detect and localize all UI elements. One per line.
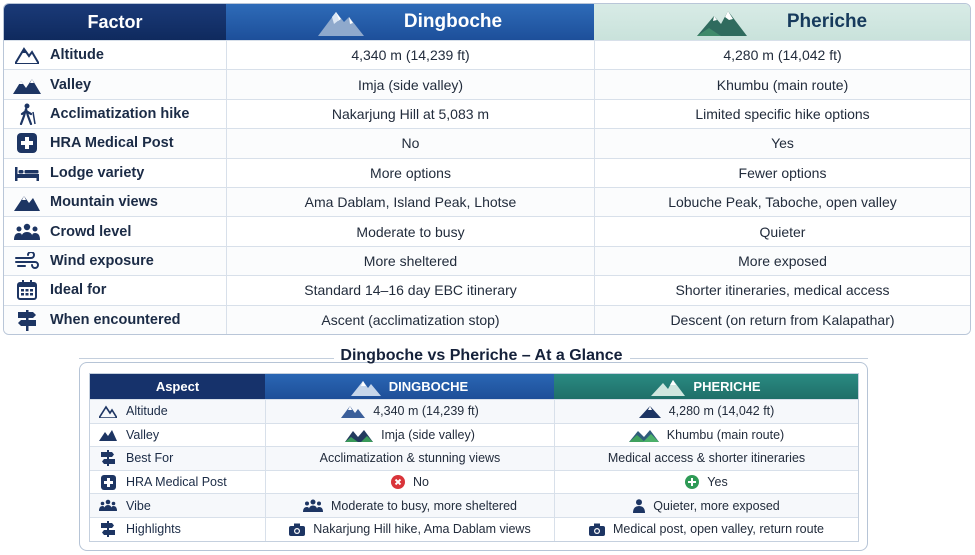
glance-row — [90, 423, 858, 447]
factor-label: Mountain views — [50, 194, 158, 211]
wind-icon — [4, 252, 50, 270]
people-icon — [303, 499, 323, 513]
pheriche-value: Descent (on return from Kalapathar) — [670, 311, 895, 328]
dingboche-value: More options — [370, 164, 451, 181]
green-mountain-icon — [697, 8, 747, 36]
pheriche-value: 4,280 m (14,042 ft) — [723, 47, 842, 64]
table-row — [4, 99, 970, 128]
factor-label: Crowd level — [50, 223, 132, 240]
dingboche-value: Ascent (acclimatization stop) — [321, 311, 500, 328]
signpost-icon — [4, 309, 50, 331]
dingboche-value: No — [413, 475, 429, 490]
header-dingboche-label: Dingboche — [403, 11, 503, 32]
pheriche-value: Quieter, more exposed — [653, 498, 780, 513]
header-pheriche-label: Pheriche — [786, 11, 868, 32]
glance-panel — [79, 362, 868, 551]
dingboche-value: Ama Dablam, Island Peak, Lhotse — [304, 194, 517, 211]
glance-title: Dingboche vs Pheriche – At a Glance — [340, 347, 623, 364]
medical-cross-icon — [90, 475, 126, 490]
dingboche-value: Imja (side valley) — [381, 427, 475, 442]
factor-label: HRA Medical Post — [50, 135, 174, 152]
signpost-icon — [90, 450, 126, 466]
snow-mountain-icon — [651, 378, 685, 396]
green-plus-icon — [685, 475, 699, 489]
hiker-icon — [4, 103, 50, 125]
header-pheriche-label: PHERICHE — [693, 379, 761, 394]
dingboche-value: Nakarjung Hill at 5,083 m — [331, 105, 490, 122]
table-row — [4, 275, 970, 304]
valley-icon — [629, 428, 659, 442]
factor-label: Lodge variety — [50, 164, 145, 181]
dingboche-value: Moderate to busy — [356, 223, 465, 240]
glance-row — [90, 446, 858, 470]
dingboche-value: Nakarjung Hill hike, Ama Dablam views — [313, 522, 531, 537]
table-row — [4, 128, 970, 157]
dingboche-value: Standard 14–16 day EBC itinerary — [304, 282, 517, 299]
factor-label: Valley — [50, 76, 92, 93]
aspect-label: Altitude — [126, 404, 168, 419]
mountain-icon — [4, 193, 50, 211]
aspect-label: Highlights — [126, 522, 181, 537]
table-row — [4, 216, 970, 245]
dingboche-value: Imja (side valley) — [357, 76, 464, 93]
red-x-icon — [391, 475, 405, 489]
table-header-row — [4, 4, 970, 40]
factor-label: Altitude — [50, 47, 104, 64]
glance-table — [89, 373, 859, 542]
header-factor: Factor — [4, 4, 226, 40]
aspect-label: Best For — [126, 451, 174, 466]
camera-icon — [289, 523, 305, 536]
valley-icon — [345, 428, 373, 442]
pheriche-value: Medical post, open valley, return route — [613, 522, 824, 537]
header-dingboche — [265, 374, 554, 399]
factor-label: When encountered — [50, 311, 181, 328]
people-icon — [4, 223, 50, 241]
dingboche-value: 4,340 m (14,239 ft) — [351, 47, 470, 64]
pheriche-value: Khumbu (main route) — [666, 427, 785, 442]
snow-mountain-icon — [318, 8, 364, 36]
glance-row — [90, 470, 858, 494]
calendar-icon — [4, 280, 50, 300]
header-dingboche-label: DINGBOCHE — [388, 379, 469, 394]
mountain-icon — [90, 405, 126, 418]
header-dingboche — [226, 4, 594, 40]
dingboche-value: More sheltered — [363, 252, 458, 269]
person-icon — [633, 499, 645, 513]
pheriche-value: Shorter itineraries, medical access — [675, 282, 890, 299]
factor-label: Ideal for — [50, 282, 107, 299]
header-pheriche — [554, 374, 858, 399]
dingboche-value: No — [401, 135, 420, 152]
aspect-label: HRA Medical Post — [126, 475, 227, 490]
pheriche-value: Quieter — [759, 223, 806, 240]
signpost-icon — [90, 521, 126, 537]
mountain-icon — [639, 404, 661, 418]
table-row — [4, 187, 970, 216]
valley-icon — [4, 76, 50, 94]
aspect-label: Vibe — [126, 498, 151, 513]
header-aspect: Aspect — [90, 374, 265, 399]
glance-row — [90, 493, 858, 517]
glance-row — [90, 517, 858, 541]
pheriche-value: Limited specific hike options — [695, 105, 870, 122]
aspect-label: Valley — [126, 427, 160, 442]
bed-icon — [4, 165, 50, 181]
table-row — [4, 158, 970, 187]
snow-mountain-icon — [351, 378, 381, 396]
pheriche-value: Medical access & shorter itineraries — [607, 451, 806, 466]
table-row — [4, 305, 970, 334]
pheriche-value: 4,280 m (14,042 ft) — [668, 404, 775, 419]
pheriche-value: Yes — [707, 475, 728, 490]
dingboche-value: 4,340 m (14,239 ft) — [373, 404, 479, 419]
pheriche-value: Yes — [771, 135, 794, 152]
glance-row — [90, 399, 858, 423]
dingboche-value: Acclimatization & stunning views — [319, 451, 501, 466]
table-row — [4, 69, 970, 98]
glance-header-row — [90, 374, 858, 399]
table-row — [4, 40, 970, 69]
people-icon — [90, 499, 126, 512]
mountain-icon — [4, 46, 50, 64]
dingboche-value: Moderate to busy, more sheltered — [331, 498, 517, 513]
pheriche-value: Fewer options — [738, 164, 827, 181]
header-pheriche — [594, 4, 970, 40]
camera-icon — [589, 523, 605, 536]
pheriche-value: Lobuche Peak, Taboche, open valley — [668, 194, 897, 211]
mountain-icon — [341, 404, 365, 418]
factor-label: Acclimatization hike — [50, 105, 190, 122]
pheriche-value: More exposed — [738, 252, 827, 269]
pheriche-value: Khumbu (main route) — [716, 76, 849, 93]
valley-icon — [90, 428, 126, 441]
factor-label: Wind exposure — [50, 252, 154, 269]
comparison-table — [3, 3, 971, 335]
medical-cross-icon — [4, 133, 50, 153]
table-row — [4, 246, 970, 275]
